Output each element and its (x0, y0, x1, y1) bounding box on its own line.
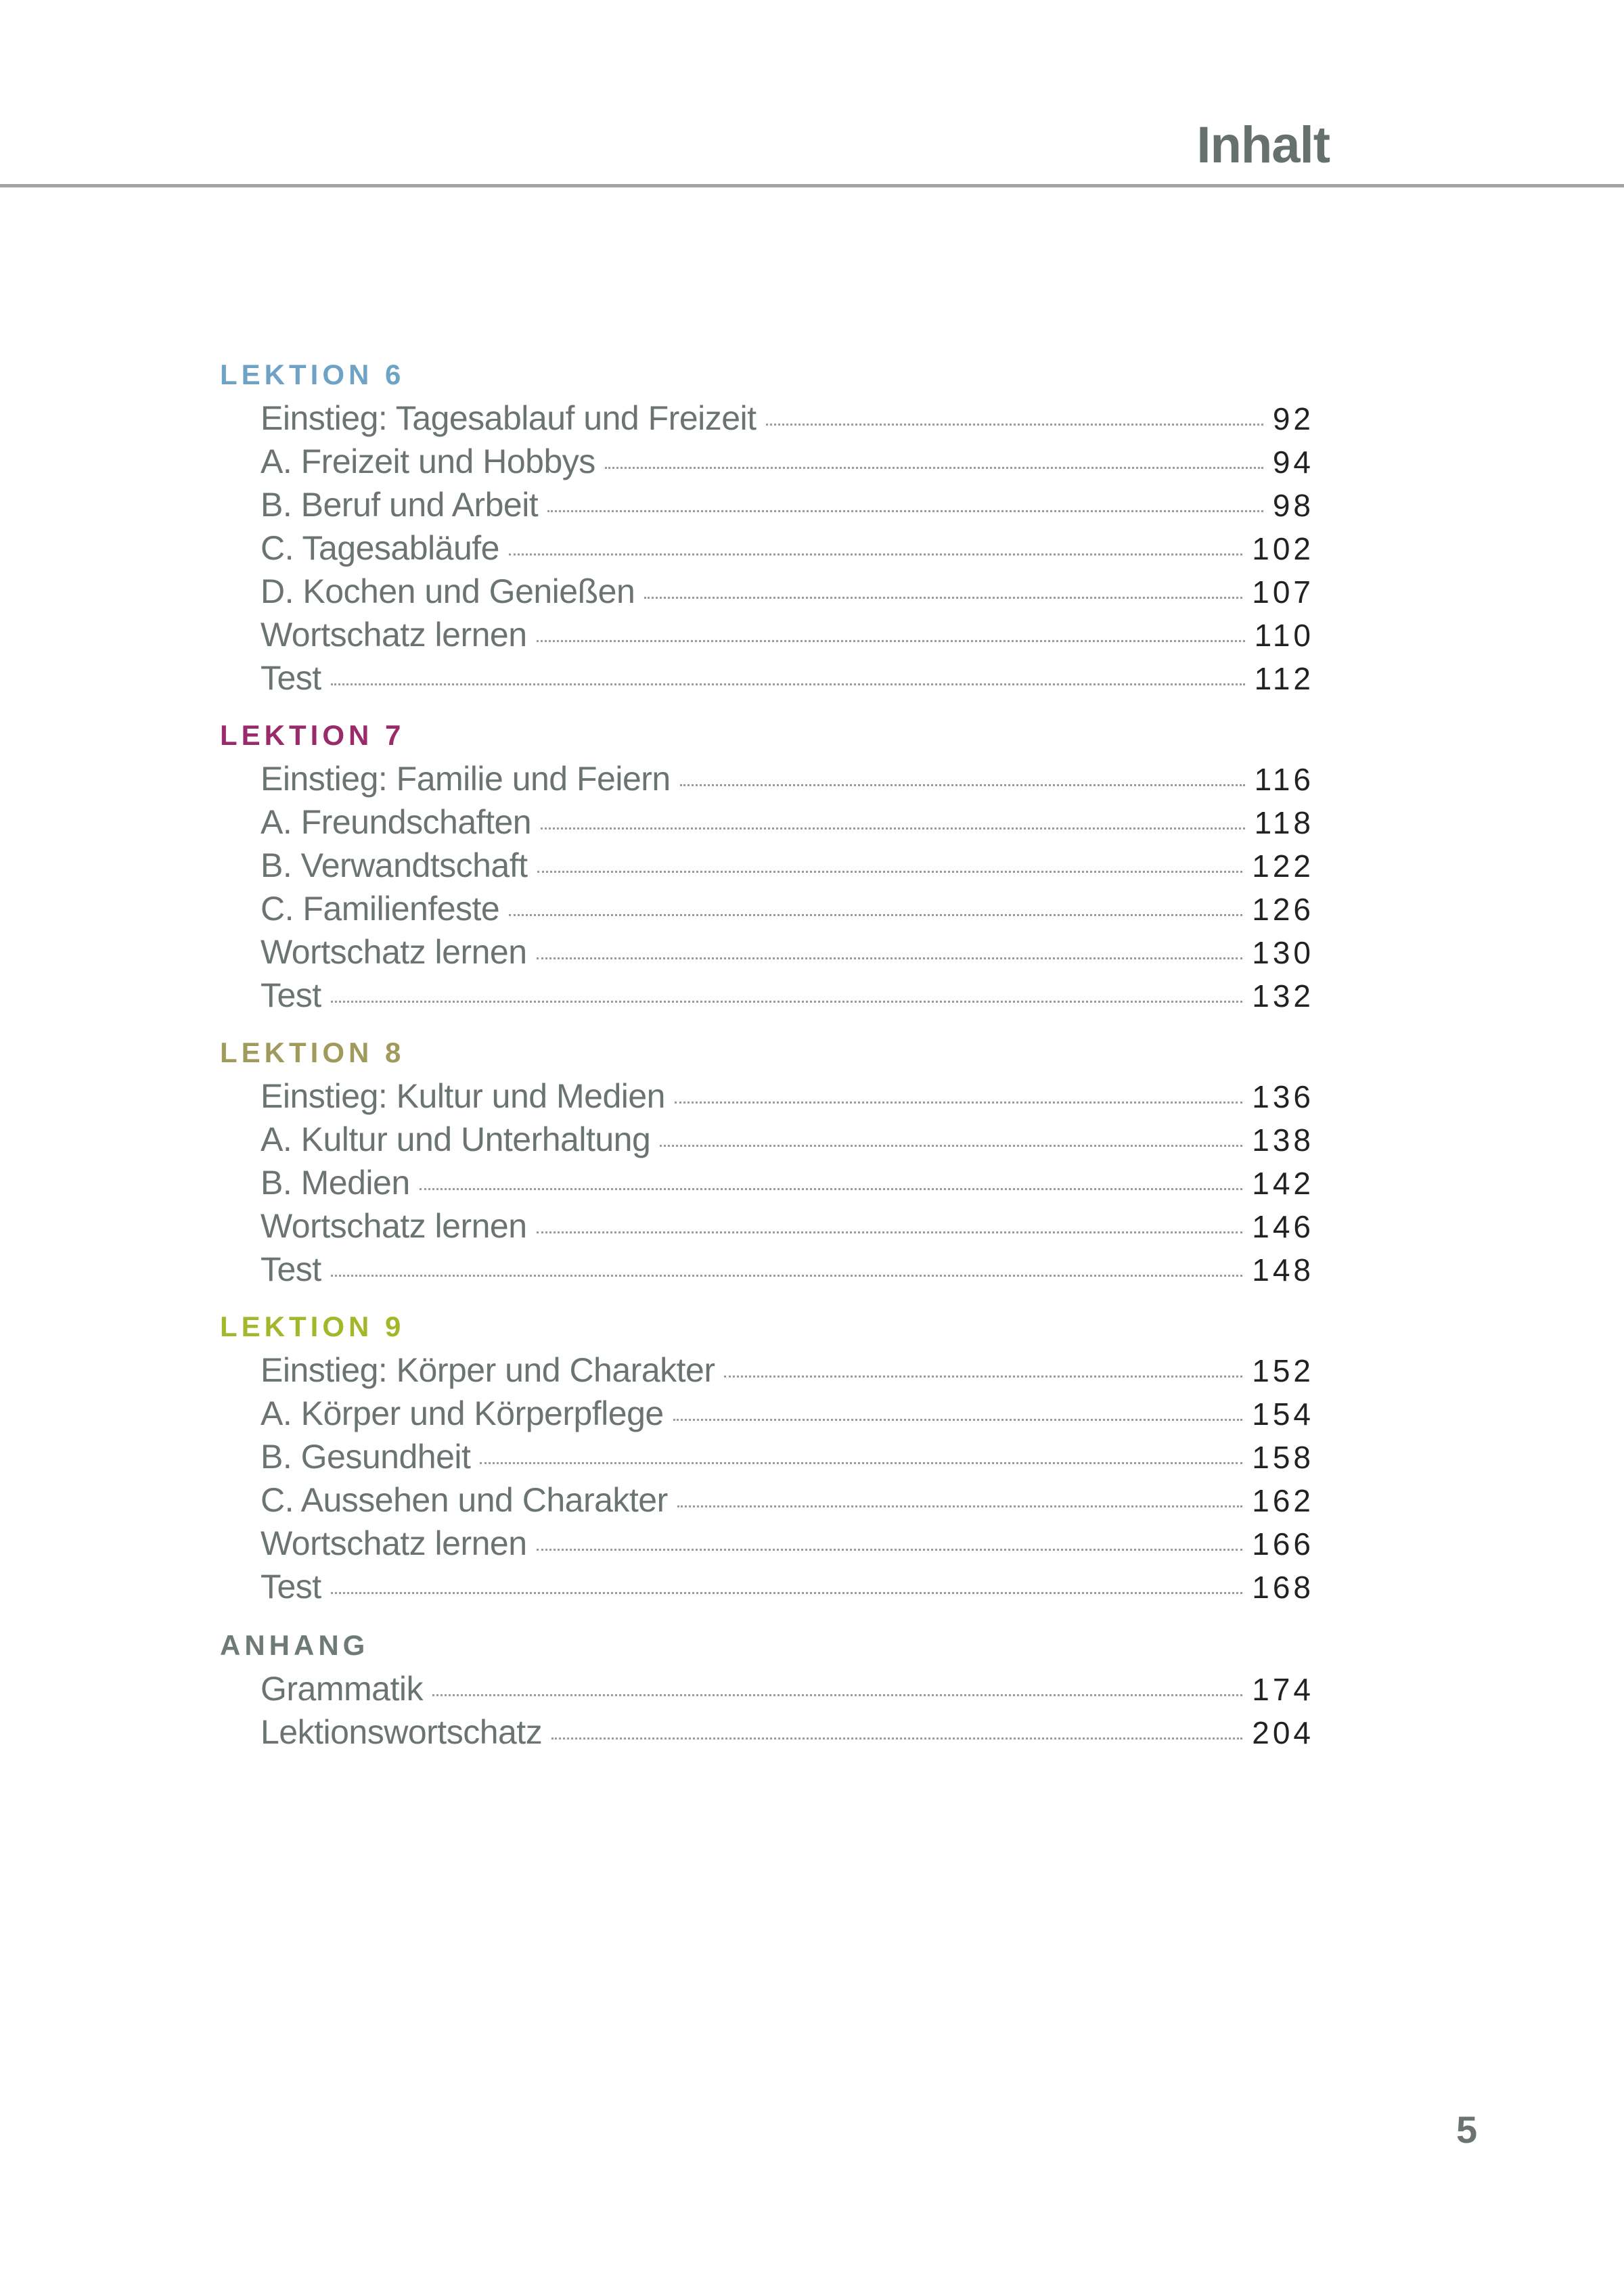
dot-leader (547, 510, 1263, 512)
entry-page-number: 136 (1252, 1079, 1314, 1114)
entry-title: Wortschatz lernen (261, 616, 527, 654)
toc-entry[interactable] (220, 613, 1314, 656)
dot-leader (537, 1549, 1243, 1551)
toc-entry[interactable] (220, 757, 1314, 800)
toc-entry[interactable] (220, 1204, 1314, 1248)
toc-entry[interactable] (220, 974, 1314, 1017)
dot-leader (331, 683, 1245, 685)
toc-entry[interactable] (220, 483, 1314, 526)
toc-entry[interactable] (220, 526, 1314, 570)
entry-title: Einstieg: Kultur und Medien (261, 1077, 665, 1115)
dot-leader (673, 1419, 1243, 1421)
toc-entry[interactable] (220, 1074, 1314, 1118)
dot-leader (660, 1145, 1242, 1147)
section-heading: LEKTION 6 (220, 359, 405, 390)
entry-title: A. Freizeit und Hobbys (261, 442, 595, 480)
section-heading: LEKTION 7 (220, 719, 405, 751)
entry-title: Test (261, 976, 321, 1014)
entry-title: Test (261, 1250, 321, 1288)
toc-entry[interactable] (220, 1478, 1314, 1522)
entry-title: A. Körper und Körperpflege (261, 1394, 664, 1432)
entry-title: A. Freundschaften (261, 803, 532, 841)
header-rule (0, 184, 1624, 187)
dot-leader (509, 553, 1242, 555)
page-title: Inhalt (1196, 116, 1330, 174)
entry-title: B. Beruf und Arbeit (261, 486, 539, 524)
entry-title: Grammatik (261, 1670, 423, 1708)
entry-page-number: 130 (1252, 935, 1314, 970)
section-heading: ANHANG (220, 1629, 369, 1661)
entry-page-number: 126 (1252, 892, 1314, 927)
toc-entry[interactable] (220, 1435, 1314, 1478)
toc-section (220, 714, 1314, 1017)
entry-title: Wortschatz lernen (261, 1524, 527, 1562)
entry-page-number: 94 (1272, 445, 1314, 480)
toc-entry[interactable] (220, 440, 1314, 483)
entry-title: D. Kochen und Genießen (261, 572, 635, 610)
toc-entry[interactable] (220, 1348, 1314, 1392)
entry-page-number: 158 (1252, 1440, 1314, 1475)
entry-page-number: 168 (1252, 1570, 1314, 1605)
toc-entry[interactable] (220, 570, 1314, 613)
toc-entry[interactable] (220, 1667, 1314, 1710)
dot-leader (766, 424, 1263, 426)
entry-title: Test (261, 659, 321, 697)
entry-title: C. Aussehen und Charakter (261, 1481, 668, 1519)
toc-section (220, 1624, 1314, 1754)
toc-section (220, 1031, 1314, 1291)
entry-page-number: 122 (1252, 848, 1314, 884)
section-heading: LEKTION 8 (220, 1037, 405, 1068)
entry-title: Wortschatz lernen (261, 1207, 527, 1245)
dot-leader (724, 1376, 1242, 1378)
entry-page-number: 110 (1254, 618, 1314, 653)
toc-entry[interactable] (220, 800, 1314, 844)
entry-page-number: 107 (1252, 574, 1314, 610)
entry-page-number: 118 (1254, 805, 1314, 840)
entry-title: Wortschatz lernen (261, 933, 527, 971)
entry-title: Lektionswortschatz (261, 1713, 543, 1751)
dot-leader (420, 1188, 1243, 1190)
entry-title: Einstieg: Körper und Charakter (261, 1351, 715, 1389)
toc-entry[interactable] (220, 1392, 1314, 1435)
dot-leader (537, 1231, 1243, 1233)
entry-title: B. Verwandtschaft (261, 846, 528, 884)
entry-page-number: 138 (1252, 1122, 1314, 1158)
entry-page-number: 98 (1272, 488, 1314, 523)
dot-leader (537, 871, 1243, 873)
entry-title: C. Tagesabläufe (261, 529, 499, 567)
toc-entry[interactable] (220, 844, 1314, 887)
entry-page-number: 142 (1252, 1166, 1314, 1201)
toc-entry[interactable] (220, 1565, 1314, 1608)
dot-leader (509, 914, 1242, 916)
toc-entry[interactable] (220, 1522, 1314, 1565)
entry-title: Einstieg: Tagesablauf und Freizeit (261, 399, 757, 437)
entry-title: B. Medien (261, 1164, 410, 1202)
dot-leader (675, 1101, 1242, 1104)
entry-page-number: 146 (1252, 1209, 1314, 1244)
dot-leader (644, 597, 1242, 599)
entry-page-number: 174 (1252, 1672, 1314, 1707)
toc-entry[interactable] (220, 887, 1314, 930)
entry-page-number: 166 (1252, 1526, 1314, 1562)
section-heading: LEKTION 9 (220, 1311, 405, 1342)
dot-leader (677, 1505, 1242, 1507)
dot-leader (480, 1462, 1242, 1464)
toc-entry[interactable] (220, 1710, 1314, 1754)
entry-title: C. Familienfeste (261, 890, 500, 928)
entry-page-number: 116 (1254, 762, 1314, 797)
entry-title: B. Gesundheit (261, 1438, 471, 1476)
entry-page-number: 152 (1252, 1353, 1314, 1388)
entry-page-number: 162 (1252, 1483, 1314, 1518)
dot-leader (331, 1275, 1243, 1277)
entry-page-number: 112 (1254, 661, 1314, 696)
toc-entry[interactable] (220, 1161, 1314, 1204)
dot-leader (432, 1694, 1242, 1696)
toc-entry[interactable] (220, 1248, 1314, 1291)
toc-entry[interactable] (220, 930, 1314, 974)
dot-leader (537, 957, 1243, 959)
dot-leader (331, 1592, 1243, 1594)
dot-leader (680, 784, 1245, 786)
entry-page-number: 102 (1252, 531, 1314, 566)
dot-leader (541, 827, 1245, 830)
toc-entry[interactable] (220, 656, 1314, 700)
entry-page-number: 154 (1252, 1396, 1314, 1432)
entry-page-number: 204 (1252, 1715, 1314, 1750)
entry-title: Test (261, 1568, 321, 1606)
toc-section (220, 1305, 1314, 1608)
toc-entry[interactable] (220, 396, 1314, 440)
toc-section (220, 353, 1314, 700)
dot-leader (537, 640, 1245, 642)
entry-page-number: 132 (1252, 978, 1314, 1014)
entry-page-number: 92 (1272, 401, 1314, 436)
page-number: 5 (1456, 2108, 1478, 2151)
dot-leader (551, 1737, 1242, 1740)
entry-page-number: 148 (1252, 1252, 1314, 1288)
dot-leader (331, 1001, 1243, 1003)
toc-entry[interactable] (220, 1118, 1314, 1161)
dot-leader (605, 467, 1263, 469)
entry-title: Einstieg: Familie und Feiern (261, 760, 671, 798)
entry-title: A. Kultur und Unterhaltung (261, 1120, 651, 1158)
